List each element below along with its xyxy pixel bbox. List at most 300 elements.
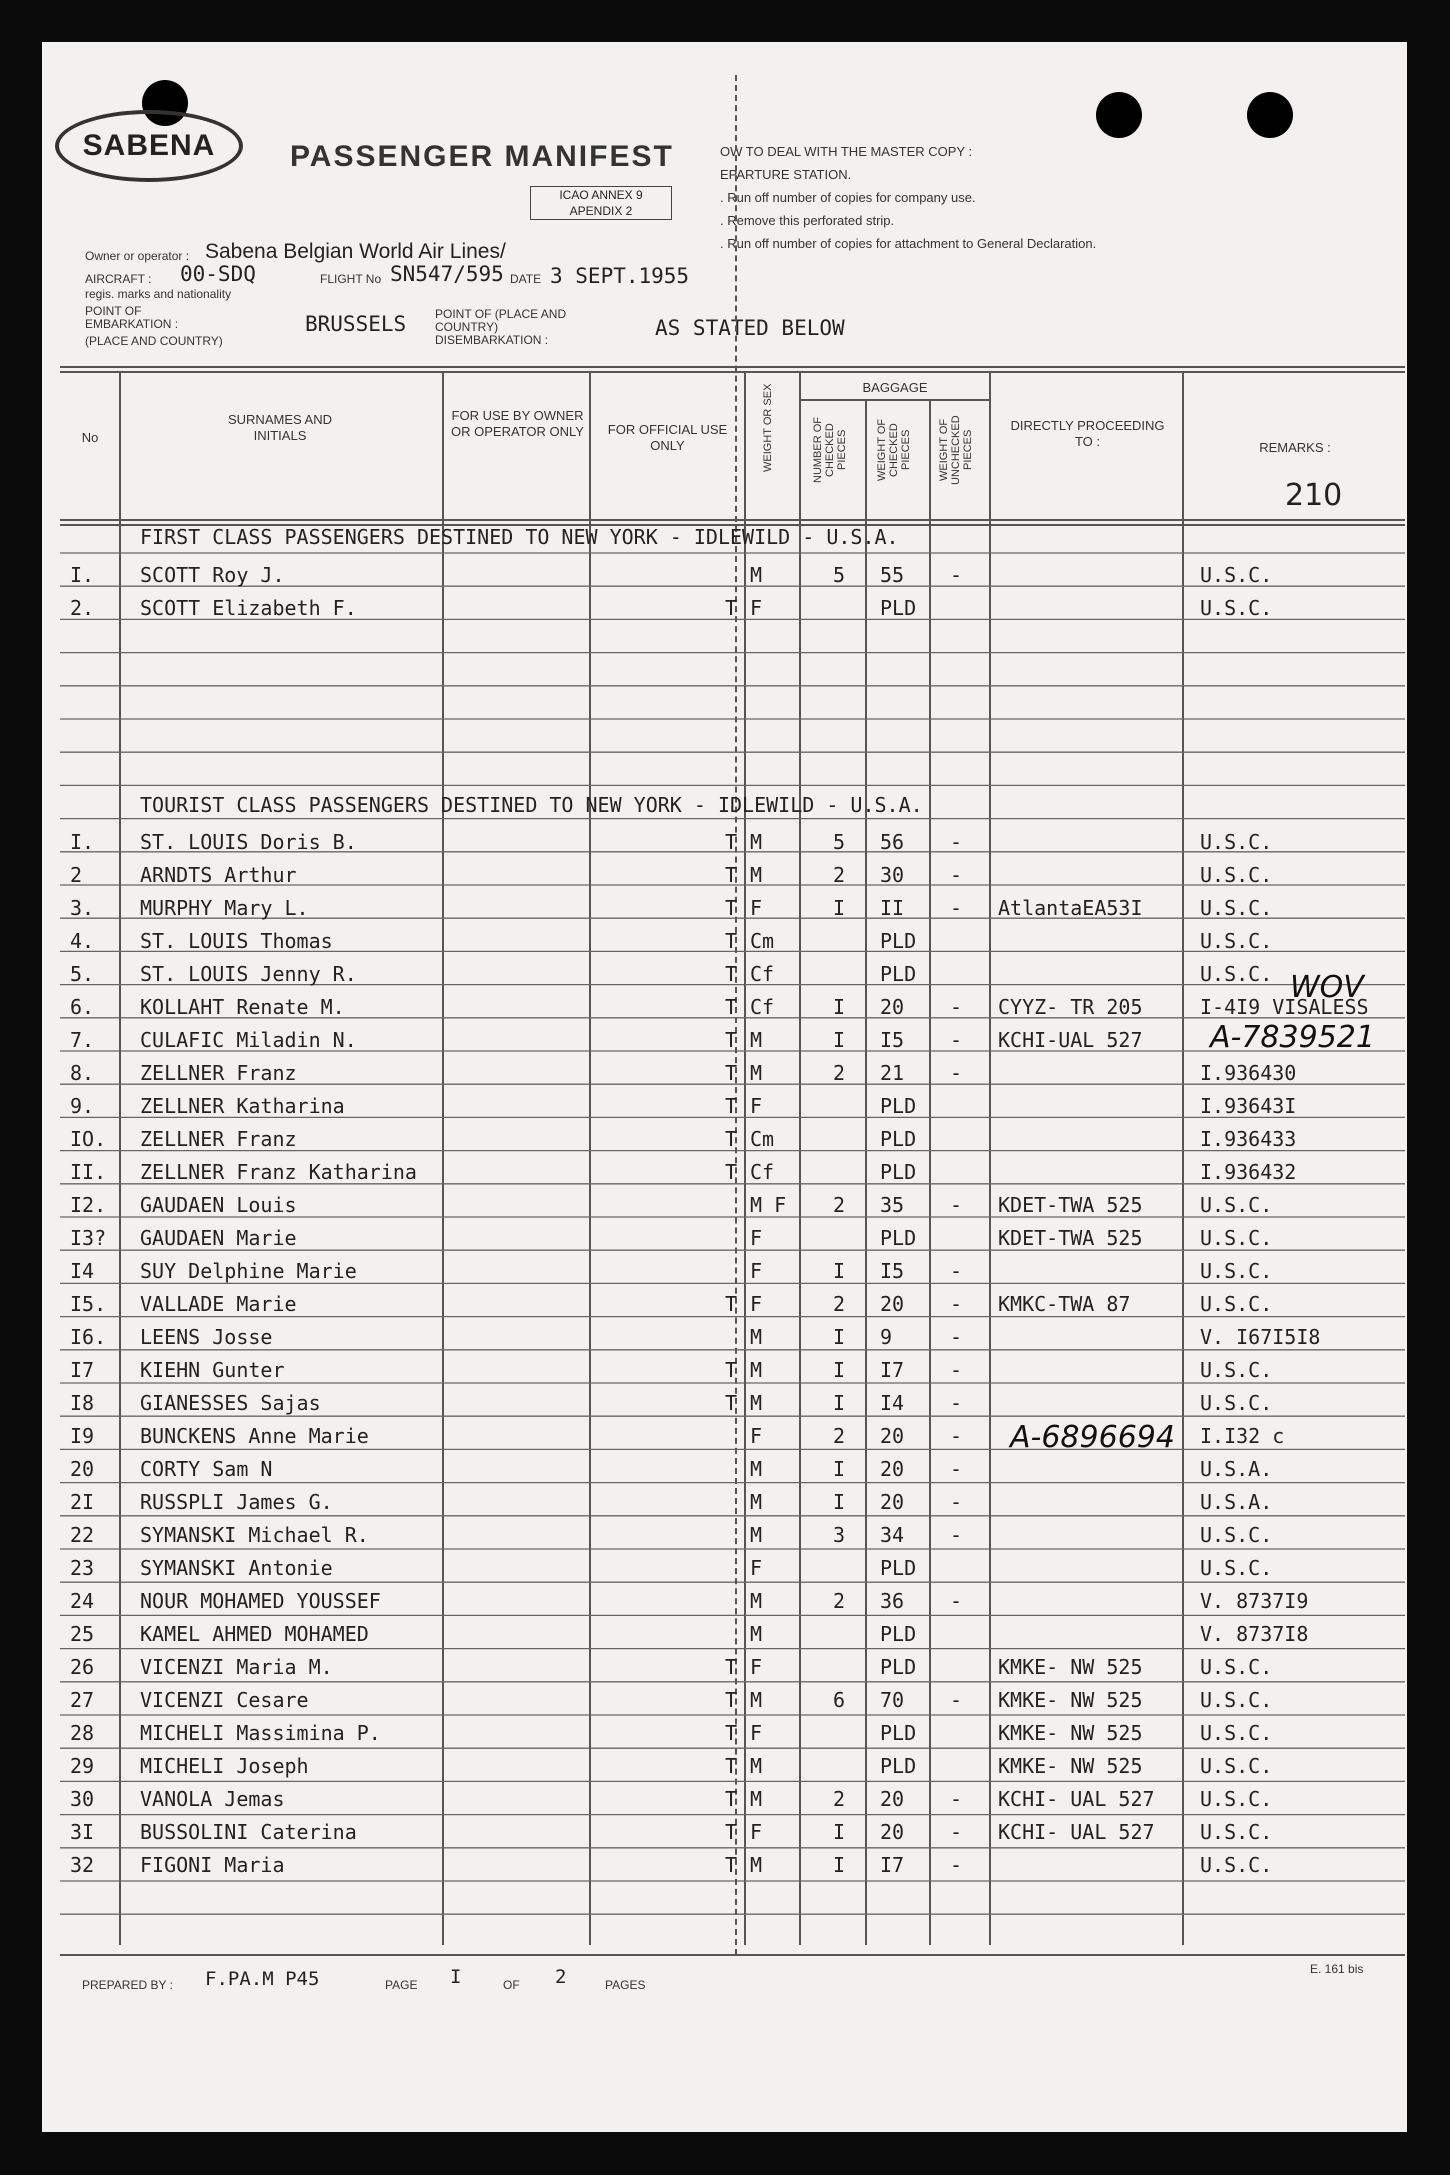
cell-no: I9 (70, 1424, 95, 1448)
cell-no: 27 (70, 1688, 95, 1712)
cell-t: T (725, 995, 738, 1019)
table-row (60, 1784, 1405, 1817)
cell-pcs: 2 (833, 1589, 846, 1613)
cell-rem: U.S.C. (1200, 1226, 1273, 1250)
cell-no: 20 (70, 1457, 95, 1481)
cell-rem: I.93643I (1200, 1094, 1297, 1118)
cell-dest: KMKE- NW 525 (998, 1688, 1143, 1712)
cell-sex: M (750, 1490, 763, 1514)
icao-line-1: ICAO ANNEX 9 (559, 188, 643, 202)
cell-wt: PLD (880, 1226, 917, 1250)
cell-sex: Cf (750, 962, 775, 986)
cell-unchk: - (950, 563, 963, 587)
cell-sex: M (750, 1589, 763, 1613)
cell-no: 8. (70, 1061, 95, 1085)
table-row (60, 926, 1405, 959)
cell-sex: M (750, 563, 763, 587)
cell-unchk: - (950, 1325, 963, 1349)
cell-name: ARNDTS Arthur (140, 863, 297, 887)
cell-dest: KCHI-UAL 527 (998, 1028, 1143, 1052)
cell-unchk: - (950, 1028, 963, 1052)
cell-no: 5. (70, 962, 95, 986)
cell-rem: U.S.C. (1200, 1292, 1273, 1316)
cell-sex: M (750, 830, 763, 854)
cell-t: T (725, 1094, 738, 1118)
cell-name: KIEHN Gunter (140, 1358, 285, 1382)
disembark-label: POINT OF (PLACE AND COUNTRY) DISEMBARKATION : (435, 307, 567, 347)
table-row (60, 1091, 1405, 1124)
cell-unchk: - (950, 1787, 963, 1811)
cell-no: 2I (70, 1490, 95, 1514)
cell-wt: 70 (880, 1688, 905, 1712)
cell-t: T (725, 1820, 738, 1844)
cell-unchk: - (950, 1391, 963, 1415)
cell-wt: II (880, 896, 905, 920)
cell-name: NOUR MOHAMED YOUSSEF (140, 1589, 381, 1613)
table-row (60, 1817, 1405, 1850)
cell-sex: F (750, 596, 763, 620)
cell-unchk: - (950, 896, 963, 920)
cell-no: I6. (70, 1325, 107, 1349)
cell-wt: 20 (880, 1457, 905, 1481)
cell-pcs: I (833, 995, 846, 1019)
cell-wt: 20 (880, 1787, 905, 1811)
col-official: FOR OFFICIAL USE ONLY (607, 422, 728, 453)
table-row (60, 1652, 1405, 1685)
cell-t: T (725, 1160, 738, 1184)
cell-t: T (725, 1787, 738, 1811)
cell-no: 28 (70, 1721, 95, 1745)
cell-rem: U.S.C. (1200, 1754, 1273, 1778)
cell-rem: V. 8737I8 (1200, 1622, 1309, 1646)
cell-t: T (725, 596, 738, 620)
cell-rem: I.936433 (1200, 1127, 1297, 1151)
cell-name: CORTY Sam N (140, 1457, 273, 1481)
cell-wt: 55 (880, 563, 905, 587)
table-row (60, 1388, 1405, 1421)
cell-t: T (725, 1028, 738, 1052)
cell-name: KAMEL AHMED MOHAMED (140, 1622, 369, 1646)
cell-wt: PLD (880, 596, 917, 620)
cell-name: MICHELI Massimina P. (140, 1721, 381, 1745)
cell-dest: AtlantaEA53I (998, 896, 1143, 920)
cell-wt: PLD (880, 1721, 917, 1745)
cell-rem: U.S.C. (1200, 1655, 1273, 1679)
cell-t: T (725, 863, 738, 887)
cell-no: I4 (70, 1259, 95, 1283)
cell-wt: I5 (880, 1028, 905, 1052)
cell-t: T (725, 1688, 738, 1712)
cell-wt: PLD (880, 1754, 917, 1778)
cell-no: 4. (70, 929, 95, 953)
cell-wt: I4 (880, 1391, 905, 1415)
cell-name: ZELLNER Franz Katharina (140, 1160, 417, 1184)
cell-pcs: I (833, 1358, 846, 1382)
cell-pcs: 3 (833, 1523, 846, 1547)
cell-unchk: - (950, 1193, 963, 1217)
table-row (60, 893, 1405, 926)
table-row (60, 1619, 1405, 1652)
cell-dest: CYYZ- TR 205 (998, 995, 1143, 1019)
cell-pcs: I (833, 1490, 846, 1514)
cell-no: 24 (70, 1589, 95, 1613)
cell-rem: I.936430 (1200, 1061, 1297, 1085)
cell-pcs: I (833, 896, 846, 920)
cell-unchk: - (950, 1424, 963, 1448)
cell-rem: U.S.C. (1200, 563, 1273, 587)
cell-sex: Cf (750, 995, 775, 1019)
cell-wt: PLD (880, 1127, 917, 1151)
cell-wt: PLD (880, 1556, 917, 1580)
cell-unchk: - (950, 1292, 963, 1316)
cell-pcs: I (833, 1820, 846, 1844)
table-row (60, 1454, 1405, 1487)
cell-name: MICHELI Joseph (140, 1754, 309, 1778)
cell-sex: F (750, 896, 763, 920)
cell-unchk: - (950, 1457, 963, 1481)
cell-no: I5. (70, 1292, 107, 1316)
form-code: E. 161 bis (1310, 1962, 1364, 1976)
cell-rem: U.S.C. (1200, 1721, 1273, 1745)
cell-dest: KCHI- UAL 527 (998, 1787, 1155, 1811)
pages-label: PAGES (605, 1978, 646, 1992)
date-label: DATE (510, 272, 542, 286)
cell-no: 7. (70, 1028, 95, 1052)
cell-sex: M (750, 1787, 763, 1811)
cell-sex: M (750, 1325, 763, 1349)
disembark-value: AS STATED BELOW (655, 316, 845, 340)
cell-name: VICENZI Maria M. (140, 1655, 333, 1679)
cell-unchk: - (950, 1820, 963, 1844)
cell-sex: M (750, 1754, 763, 1778)
cell-name: SYMANSKI Antonie (140, 1556, 333, 1580)
cell-name: FIGONI Maria (140, 1853, 285, 1877)
regis-label: regis. marks and nationality (85, 287, 232, 301)
cell-no: 2 (70, 863, 83, 887)
table-row (60, 1157, 1405, 1190)
table-row (60, 1124, 1405, 1157)
cell-wt: 36 (880, 1589, 905, 1613)
cell-sex: M (750, 1457, 763, 1481)
cell-sex: Cm (750, 929, 775, 953)
cell-rem: U.S.A. (1200, 1490, 1273, 1514)
table-row (60, 560, 1405, 593)
cell-pcs: I (833, 1391, 846, 1415)
cell-no: IO. (70, 1127, 107, 1151)
tourist-class-heading: TOURIST CLASS PASSENGERS DESTINED TO NEW YORK - IDLEWILD - U.S.A. (140, 793, 923, 817)
cell-no: 2. (70, 596, 95, 620)
table-row (60, 860, 1405, 893)
cell-dest: KCHI- UAL 527 (998, 1820, 1155, 1844)
flight-label: FLIGHT No (320, 272, 382, 286)
cell-no: I7 (70, 1358, 95, 1382)
cell-no: I. (70, 830, 95, 854)
cell-t: T (725, 1391, 738, 1415)
cell-rem: I-4I9 VISALESS (1200, 995, 1369, 1019)
cell-pcs: 2 (833, 863, 846, 887)
of-label: OF (503, 1978, 520, 1992)
cell-t: T (725, 1127, 738, 1151)
date-value: 3 SEPT.1955 (550, 264, 690, 288)
cell-pcs: I (833, 1853, 846, 1877)
prepared-by-value: F.PA.M P45 (205, 1968, 320, 1990)
cell-unchk: - (950, 863, 963, 887)
cell-unchk: - (950, 1589, 963, 1613)
page-title: PASSENGER MANIFEST (290, 140, 674, 173)
cell-name: SUY Delphine Marie (140, 1259, 357, 1283)
cell-rem: U.S.C. (1200, 962, 1273, 986)
cell-rem: U.S.C. (1200, 1259, 1273, 1283)
cell-name: GAUDAEN Louis (140, 1193, 297, 1217)
cell-name: SCOTT Roy J. (140, 563, 285, 587)
table-row (60, 1058, 1405, 1091)
cell-rem: V. 8737I9 (1200, 1589, 1309, 1613)
cell-t: T (725, 929, 738, 953)
table-row (60, 1190, 1405, 1223)
cell-name: ST. LOUIS Thomas (140, 929, 333, 953)
cell-name: LEENS Josse (140, 1325, 273, 1349)
cell-sex: M (750, 1688, 763, 1712)
table-row (60, 1718, 1405, 1751)
cell-unchk: - (950, 1358, 963, 1382)
cell-name: GAUDAEN Marie (140, 1226, 297, 1250)
cell-name: ZELLNER Franz (140, 1127, 297, 1151)
cell-rem: U.S.C. (1200, 896, 1273, 920)
cell-unchk: - (950, 1490, 963, 1514)
cell-sex: M (750, 1061, 763, 1085)
cell-unchk: - (950, 1259, 963, 1283)
cell-rem: I.I32 c (1200, 1424, 1285, 1448)
cell-rem: U.S.C. (1200, 596, 1273, 620)
cell-pcs: I (833, 1325, 846, 1349)
cell-pcs: 6 (833, 1688, 846, 1712)
of-value: 2 (555, 1966, 567, 1988)
table-row (60, 1421, 1405, 1454)
cell-rem: U.S.C. (1200, 1820, 1273, 1844)
cell-no: 25 (70, 1622, 95, 1646)
cell-rem: U.S.C. (1200, 1787, 1273, 1811)
col-weight-unchecked: WEIGHT OF UNCHECKED PIECES (938, 415, 974, 485)
col-remarks: REMARKS : (1259, 440, 1331, 455)
embark-label: POINT OF EMBARKATION : (85, 304, 179, 331)
cell-sex: Cf (750, 1160, 775, 1184)
cell-no: 29 (70, 1754, 95, 1778)
cell-t: T (725, 1061, 738, 1085)
handwritten-wov: WOV (1290, 970, 1364, 1005)
cell-name: ST. LOUIS Doris B. (140, 830, 357, 854)
cell-pcs: 5 (833, 830, 846, 854)
page-number: 210 (1285, 478, 1343, 513)
cell-pcs: 2 (833, 1424, 846, 1448)
prepared-by-label: PREPARED BY : (82, 1978, 173, 1992)
cell-pcs: I (833, 1028, 846, 1052)
cell-no: I3? (70, 1226, 107, 1250)
cell-wt: I7 (880, 1358, 905, 1382)
cell-sex: M (750, 1622, 763, 1646)
instruction-line: EPARTURE STATION. (720, 167, 852, 182)
cell-name: SYMANSKI Michael R. (140, 1523, 369, 1547)
cell-sex: F (750, 1655, 763, 1679)
aircraft-value: 00-SDQ (180, 262, 256, 286)
instruction-line: . Run off number of copies for company use. (720, 190, 976, 205)
table-row (60, 1586, 1405, 1619)
cell-name: ST. LOUIS Jenny R. (140, 962, 357, 986)
cell-sex: Cm (750, 1127, 775, 1151)
cell-sex: F (750, 1721, 763, 1745)
cell-pcs: I (833, 1259, 846, 1283)
col-surnames: SURNAMES AND INITIALS (227, 412, 333, 443)
cell-unchk: - (950, 1853, 963, 1877)
cell-t: T (725, 896, 738, 920)
cell-wt: 20 (880, 995, 905, 1019)
cell-sex: M (750, 1358, 763, 1382)
cell-pcs: 2 (833, 1292, 846, 1316)
owner-value: Sabena Belgian World Air Lines/ (205, 240, 506, 263)
table-row (60, 1223, 1405, 1256)
cell-dest: KDET-TWA 525 (998, 1226, 1143, 1250)
cell-no: I2. (70, 1193, 107, 1217)
cell-dest: KMKE- NW 525 (998, 1754, 1143, 1778)
cell-wt: 34 (880, 1523, 905, 1547)
cell-wt: 20 (880, 1424, 905, 1448)
cell-wt: 35 (880, 1193, 905, 1217)
cell-rem: U.S.C. (1200, 1688, 1273, 1712)
cell-t: T (725, 962, 738, 986)
page-label: PAGE (385, 1978, 418, 1992)
cell-sex: M (750, 1028, 763, 1052)
cell-name: MURPHY Mary L. (140, 896, 309, 920)
cell-pcs: 2 (833, 1193, 846, 1217)
cell-sex: M (750, 1523, 763, 1547)
cell-sex: M (750, 863, 763, 887)
cell-sex: F (750, 1556, 763, 1580)
cell-pcs: I (833, 1457, 846, 1481)
cell-sex: M F (750, 1193, 787, 1217)
cell-dest: KDET-TWA 525 (998, 1193, 1143, 1217)
cell-no: I8 (70, 1391, 95, 1415)
icao-line-2: APENDIX 2 (569, 204, 633, 218)
cell-rem: U.S.C. (1200, 1523, 1273, 1547)
cell-no: 26 (70, 1655, 95, 1679)
cell-t: T (725, 1754, 738, 1778)
cell-t: T (725, 1655, 738, 1679)
cell-unchk: - (950, 995, 963, 1019)
cell-sex: M (750, 1391, 763, 1415)
cell-wt: PLD (880, 1094, 917, 1118)
cell-sex: M (750, 1853, 763, 1877)
table-row (60, 959, 1405, 992)
cell-name: VALLADE Marie (140, 1292, 297, 1316)
cell-unchk: - (950, 1688, 963, 1712)
cell-dest: KMKE- NW 525 (998, 1721, 1143, 1745)
cell-rem: I.936432 (1200, 1160, 1297, 1184)
cell-no: 3I (70, 1820, 95, 1844)
cell-wt: PLD (880, 929, 917, 953)
sabena-logo: SABENA (55, 110, 243, 182)
cell-rem: U.S.C. (1200, 1391, 1273, 1415)
cell-wt: I5 (880, 1259, 905, 1283)
embark-sub-label: (PLACE AND COUNTRY) (85, 334, 223, 348)
cell-name: SCOTT Elizabeth F. (140, 596, 357, 620)
cell-unchk: - (950, 1523, 963, 1547)
col-proceeding: DIRECTLY PROCEEDING TO : (1010, 418, 1165, 449)
table-row (60, 1850, 1405, 1883)
cell-no: 6. (70, 995, 95, 1019)
cell-t: T (725, 1853, 738, 1877)
cell-t: T (725, 1292, 738, 1316)
cell-name: CULAFIC Miladin N. (140, 1028, 357, 1052)
col-weight-checked: WEIGHT OF CHECKED PIECES (876, 418, 912, 482)
cell-rem: U.S.C. (1200, 1193, 1273, 1217)
cell-no: 30 (70, 1787, 95, 1811)
cell-t: T (725, 1358, 738, 1382)
cell-sex: F (750, 1259, 763, 1283)
aircraft-label: AIRCRAFT : (85, 272, 152, 286)
table-row (60, 1355, 1405, 1388)
cell-name: RUSSPLI James G. (140, 1490, 333, 1514)
cell-rem: U.S.C. (1200, 863, 1273, 887)
cell-wt: I7 (880, 1853, 905, 1877)
cell-no: II. (70, 1160, 107, 1184)
embark-value: BRUSSELS (305, 312, 407, 336)
instruction-line: OW TO DEAL WITH THE MASTER COPY : (720, 144, 973, 159)
cell-unchk: - (950, 1061, 963, 1085)
cell-name: KOLLAHT Renate M. (140, 995, 345, 1019)
table-row (60, 1256, 1405, 1289)
table-row (60, 1322, 1405, 1355)
handwritten-alien-number-2: A-6896694 (1010, 1420, 1175, 1455)
cell-rem: U.S.C. (1200, 1358, 1273, 1382)
cell-rem: U.S.C. (1200, 929, 1273, 953)
table-row (60, 1685, 1405, 1718)
cell-rem: U.S.C. (1200, 1853, 1273, 1877)
cell-t: T (725, 830, 738, 854)
table-row (60, 1520, 1405, 1553)
first-class-heading: FIRST CLASS PASSENGERS DESTINED TO NEW YORK - IDLEWILD - U.S.A. (140, 525, 899, 549)
cell-sex: F (750, 1226, 763, 1250)
cell-sex: F (750, 1292, 763, 1316)
cell-t: T (725, 1721, 738, 1745)
cell-sex: F (750, 1424, 763, 1448)
cell-name: ZELLNER Katharina (140, 1094, 345, 1118)
cell-dest: KMKC-TWA 87 (998, 1292, 1131, 1316)
page-value: I (450, 1966, 462, 1988)
col-baggage: BAGGAGE (862, 380, 928, 395)
cell-wt: 20 (880, 1292, 905, 1316)
cell-rem: U.S.C. (1200, 830, 1273, 854)
cell-wt: 9 (880, 1325, 893, 1349)
cell-pcs: 2 (833, 1787, 846, 1811)
cell-no: 23 (70, 1556, 95, 1580)
table-row (60, 1025, 1405, 1058)
cell-wt: 20 (880, 1490, 905, 1514)
cell-no: I. (70, 563, 95, 587)
table-row (60, 1751, 1405, 1784)
table-row (60, 1487, 1405, 1520)
cell-sex: F (750, 1094, 763, 1118)
cell-name: VANOLA Jemas (140, 1787, 285, 1811)
cell-sex: F (750, 1820, 763, 1844)
table-row (60, 1553, 1405, 1586)
cell-rem: U.S.C. (1200, 1556, 1273, 1580)
cell-pcs: 5 (833, 563, 846, 587)
cell-name: GIANESSES Sajas (140, 1391, 321, 1415)
cell-wt: PLD (880, 962, 917, 986)
cell-rem: U.S.A. (1200, 1457, 1273, 1481)
col-weight-sex: WEIGHT OR SEX (762, 383, 774, 472)
cell-no: 22 (70, 1523, 95, 1547)
cell-wt: 21 (880, 1061, 905, 1085)
